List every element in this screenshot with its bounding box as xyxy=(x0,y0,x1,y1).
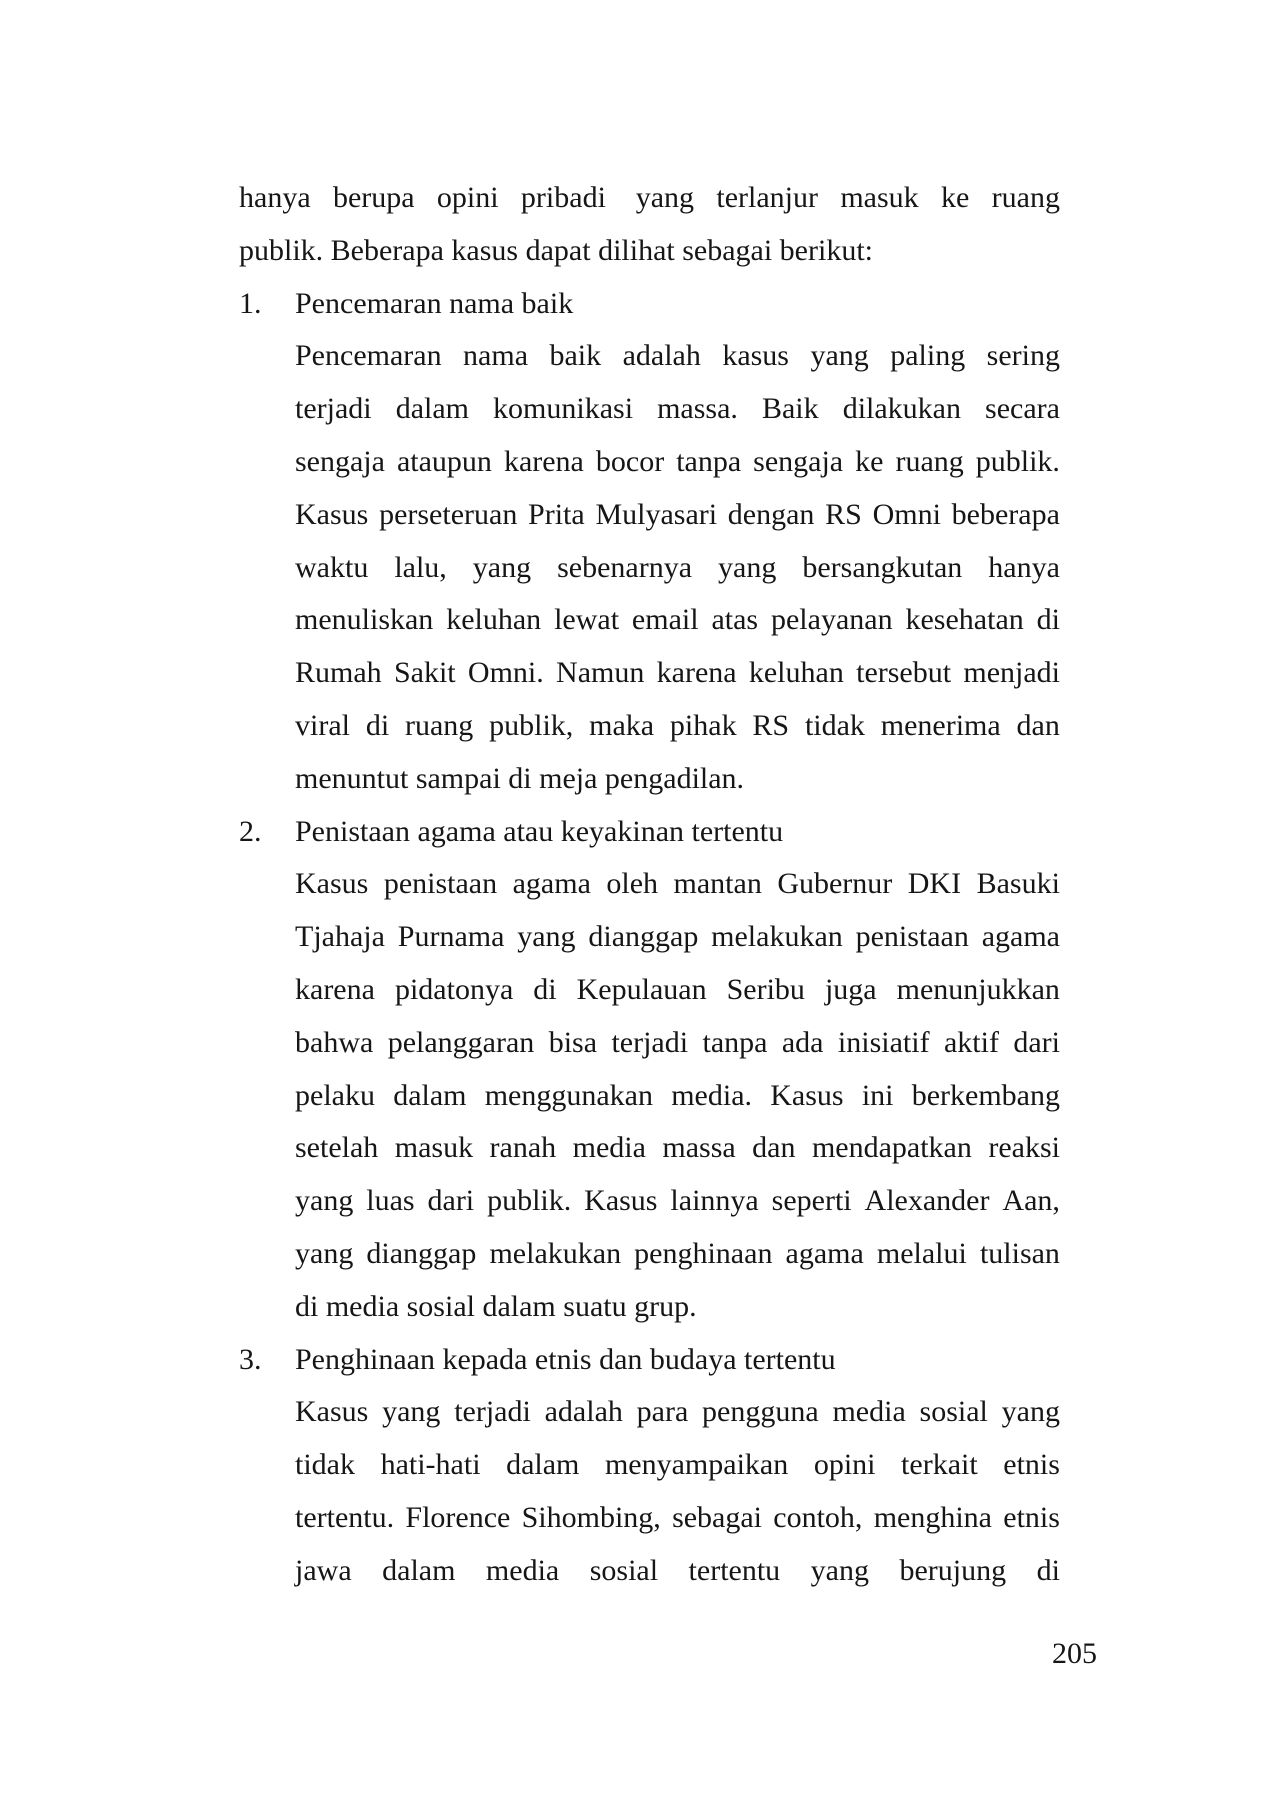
word: pihak xyxy=(669,708,737,742)
word: luas xyxy=(366,1184,415,1218)
word: viral xyxy=(295,708,350,742)
word: melakukan xyxy=(711,920,843,954)
paragraph-line xyxy=(295,1545,1060,1598)
word: Florence xyxy=(405,1500,511,1534)
word: Kasus xyxy=(295,1395,369,1429)
word: publik. xyxy=(975,444,1060,478)
word: dan xyxy=(1016,708,1060,742)
word: Aan, xyxy=(1002,1184,1060,1218)
word: menuliskan xyxy=(295,603,434,637)
paragraph-line xyxy=(295,1070,1060,1123)
paragraph-line xyxy=(295,594,1060,647)
word: email xyxy=(631,603,699,637)
word: masuk xyxy=(394,1131,474,1165)
word: pengguna xyxy=(702,1395,819,1429)
word: tidak xyxy=(295,1448,355,1482)
word: dalam xyxy=(393,1078,467,1112)
paragraph-line xyxy=(295,330,1060,383)
paragraph-line xyxy=(295,1386,1060,1439)
word: lewat xyxy=(554,603,620,637)
word: tanpa xyxy=(702,1025,768,1059)
word: atas xyxy=(711,603,759,637)
word: sering xyxy=(986,339,1060,373)
word: di xyxy=(533,972,557,1006)
word: ruang xyxy=(404,708,474,742)
word: hanya xyxy=(988,550,1060,584)
paragraph-line xyxy=(295,436,1060,489)
word: lalu, xyxy=(394,550,447,584)
word: di xyxy=(1036,603,1060,637)
word: dalam xyxy=(395,392,469,426)
word: tertentu xyxy=(688,1553,781,1587)
word: Basuki xyxy=(976,867,1060,901)
word: agama xyxy=(512,867,591,901)
word: ruang xyxy=(895,444,964,478)
word: pidatonya xyxy=(394,972,514,1006)
page-number: 205 xyxy=(1052,1637,1097,1670)
paragraph-line xyxy=(295,1439,1060,1492)
word: inisiatif xyxy=(837,1025,930,1059)
paragraph-line xyxy=(295,1122,1060,1175)
list-item-number: 2. xyxy=(239,814,262,848)
word: hanya xyxy=(239,181,311,214)
word: beberapa xyxy=(951,497,1060,531)
word: bahwa xyxy=(295,1025,374,1059)
word: melalui xyxy=(876,1236,967,1270)
word: publik. xyxy=(487,1184,572,1218)
word: agama xyxy=(785,1236,864,1270)
paragraph-line xyxy=(295,1228,1060,1281)
word: yang xyxy=(1001,1395,1060,1429)
word: penistaan xyxy=(855,920,969,954)
word: sosial xyxy=(919,1395,988,1429)
word: opini xyxy=(813,1448,876,1482)
word: menghina xyxy=(873,1500,992,1534)
word: dalam xyxy=(382,1553,456,1587)
word: contoh, xyxy=(773,1500,863,1534)
word: Kasus xyxy=(770,1078,844,1112)
word: bocor xyxy=(595,444,665,478)
word: adalah xyxy=(544,1395,623,1429)
word: terjadi xyxy=(295,392,372,426)
word: media xyxy=(832,1395,906,1429)
word: karena xyxy=(503,444,584,478)
word: Kasus xyxy=(295,867,369,901)
word: ada xyxy=(781,1025,824,1059)
word: berupa xyxy=(332,181,415,214)
word: sosial xyxy=(589,1553,659,1587)
word: hati-hati xyxy=(380,1448,481,1482)
word: dari xyxy=(1013,1025,1060,1059)
list-item-3 xyxy=(239,1334,1060,1598)
word: para xyxy=(636,1395,689,1429)
word: terjadi xyxy=(611,1025,689,1059)
word: menunjukkan xyxy=(896,972,1060,1006)
word: DKI xyxy=(907,867,962,901)
word: Mulyasari xyxy=(595,497,718,531)
word: RS xyxy=(825,497,862,531)
word: waktu xyxy=(295,550,369,584)
word: dianggap xyxy=(588,920,699,954)
list-item-title: Pencemaran nama baik xyxy=(295,286,574,320)
word: kesehatan xyxy=(905,603,1024,637)
word: Purnama xyxy=(397,920,505,954)
word: baik xyxy=(549,339,602,373)
word: yang xyxy=(472,550,532,584)
word: melakukan xyxy=(489,1236,622,1270)
word: ke xyxy=(855,444,884,478)
word: yang xyxy=(295,1184,354,1218)
word: setelah xyxy=(295,1131,379,1165)
word: publik, xyxy=(489,708,574,742)
word: aktif xyxy=(943,1025,999,1059)
word: tidak xyxy=(804,708,865,742)
word: kasus xyxy=(722,339,789,373)
paragraph-line: di media sosial dalam suatu grup. xyxy=(295,1289,697,1323)
word: penghinaan xyxy=(634,1236,773,1270)
word: pelayanan xyxy=(770,603,893,637)
word: penistaan xyxy=(383,867,498,901)
word: karena xyxy=(656,656,737,690)
paragraph-line xyxy=(295,383,1060,436)
word: Omni. xyxy=(467,656,544,690)
word: mendapatkan xyxy=(811,1131,972,1165)
word: paling xyxy=(890,339,966,373)
word: yang xyxy=(718,550,777,584)
word: massa. xyxy=(657,392,738,426)
word: Namun xyxy=(556,656,645,690)
word: opini xyxy=(436,181,499,214)
word: maka xyxy=(589,708,655,742)
list-item-title: Penghinaan kepada etnis dan budaya tertentu xyxy=(295,1342,836,1376)
word: dianggap xyxy=(366,1236,477,1270)
word: Pencemaran xyxy=(295,339,442,373)
word: terlanjur xyxy=(716,181,819,214)
word: nama xyxy=(463,339,529,373)
paragraph-line xyxy=(295,700,1060,753)
word: seperti xyxy=(771,1184,852,1218)
word: dari xyxy=(427,1184,475,1218)
word: terkait xyxy=(901,1448,978,1482)
list-item-number: 1. xyxy=(239,286,262,320)
word: menyampaikan xyxy=(604,1448,789,1482)
word: tertentu. xyxy=(295,1500,395,1534)
word: Sihombing, xyxy=(521,1500,661,1534)
paragraph-line: publik. Beberapa kasus dapat dilihat sebagai berikut: xyxy=(239,233,873,267)
word: tulisan xyxy=(979,1236,1060,1270)
word: di xyxy=(365,708,390,742)
paragraph-line: menuntut sampai di meja pengadilan. xyxy=(295,761,745,795)
word: Sakit xyxy=(393,656,456,690)
word: lainnya xyxy=(670,1184,759,1218)
word: Gubernur xyxy=(777,867,893,901)
word: adalah xyxy=(622,339,701,373)
word: juga xyxy=(824,972,877,1006)
text-block xyxy=(239,172,1060,1598)
word: pribadi xyxy=(520,181,606,214)
paragraph-line xyxy=(295,858,1060,911)
word: reaksi xyxy=(988,1131,1060,1165)
list-item-title: Penistaan agama atau keyakinan tertentu xyxy=(295,814,784,848)
word: etnis xyxy=(1003,1500,1060,1534)
word: Alexander xyxy=(864,1184,990,1218)
word: oleh xyxy=(606,867,659,901)
word: Prita xyxy=(528,497,585,531)
word: perseteruan xyxy=(379,497,518,531)
word: keluhan xyxy=(748,656,844,690)
word: yang xyxy=(295,1236,354,1270)
word: pelanggaran xyxy=(387,1025,535,1059)
word: massa xyxy=(662,1131,736,1165)
paragraph-line xyxy=(295,647,1060,700)
word: jawa xyxy=(295,1553,352,1587)
word: bisa xyxy=(548,1025,598,1059)
list-item-number: 3. xyxy=(239,1342,262,1376)
paragraph-line xyxy=(295,1017,1060,1070)
word: Tjahaja xyxy=(295,920,385,954)
word: Kasus xyxy=(584,1184,658,1218)
word: ini xyxy=(861,1078,894,1112)
word: menggunakan xyxy=(484,1078,653,1112)
word: dan xyxy=(752,1131,796,1165)
word: menjadi xyxy=(963,656,1060,690)
word: mantan xyxy=(673,867,762,901)
word: agama xyxy=(981,920,1060,954)
word: berkembang xyxy=(911,1078,1060,1112)
word: pelaku xyxy=(295,1078,375,1112)
word: etnis xyxy=(1003,1448,1060,1482)
word: media xyxy=(572,1131,646,1165)
word: Seribu xyxy=(726,972,805,1006)
word: berujung xyxy=(899,1553,1007,1587)
word: yang xyxy=(810,1553,869,1587)
word: Rumah xyxy=(295,656,382,690)
word: sebagai xyxy=(672,1500,763,1534)
word: yang xyxy=(517,920,576,954)
word: terjadi xyxy=(454,1395,531,1429)
intro-paragraph xyxy=(239,172,1060,278)
word: bersangkutan xyxy=(802,550,963,584)
word: sengaja xyxy=(753,444,844,478)
word: media xyxy=(485,1553,560,1587)
word: keluhan xyxy=(446,603,542,637)
word: Baik xyxy=(761,392,819,426)
word: RS xyxy=(752,708,790,742)
word: dengan xyxy=(727,497,815,531)
word: komunikasi xyxy=(493,392,634,426)
word: sebenarnya xyxy=(557,550,693,584)
paragraph-line xyxy=(295,1175,1060,1228)
word: yang xyxy=(628,181,695,214)
word: yang xyxy=(382,1395,441,1429)
word: sengaja xyxy=(295,444,385,478)
paragraph-line xyxy=(295,911,1060,964)
word: ranah xyxy=(489,1131,557,1165)
word: ataupun xyxy=(396,444,492,478)
word: dalam xyxy=(506,1448,580,1482)
word: Omni xyxy=(872,497,941,531)
paragraph-line xyxy=(295,964,1060,1017)
list-item-2 xyxy=(239,806,1060,1334)
word: dilakukan xyxy=(842,392,961,426)
word: media. xyxy=(671,1078,753,1112)
word: Kasus xyxy=(295,497,369,531)
word: menerima xyxy=(880,708,1001,742)
word: karena xyxy=(295,972,375,1006)
word: tanpa xyxy=(676,444,742,478)
word: ruang xyxy=(991,181,1060,214)
word: secara xyxy=(985,392,1060,426)
word: Kepulauan xyxy=(576,972,707,1006)
paragraph-line xyxy=(295,542,1060,595)
paragraph-line xyxy=(239,172,1060,225)
paragraph-line xyxy=(295,489,1060,542)
word: di xyxy=(1036,1553,1060,1587)
word: yang xyxy=(810,339,869,373)
list-item-1 xyxy=(239,278,1060,806)
word: ke xyxy=(941,181,970,214)
paragraph-line xyxy=(295,1492,1060,1545)
word: masuk xyxy=(840,181,919,214)
word: tersebut xyxy=(856,656,952,690)
